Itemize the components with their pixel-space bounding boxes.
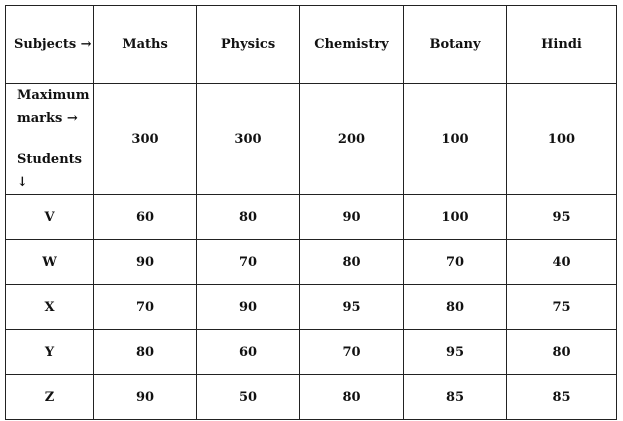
mark-cell: 70 bbox=[404, 240, 507, 285]
mark-cell: 60 bbox=[94, 195, 197, 240]
mark-cell: 90 bbox=[197, 285, 300, 330]
mark-cell: 50 bbox=[197, 375, 300, 420]
student-name: X bbox=[6, 285, 94, 330]
mark-cell: 90 bbox=[300, 195, 404, 240]
table-row bbox=[6, 330, 617, 375]
mark-cell: 60 bbox=[197, 330, 300, 375]
student-name: Y bbox=[6, 330, 94, 375]
table-row bbox=[6, 285, 617, 330]
mark-cell: 90 bbox=[94, 375, 197, 420]
mark-cell: 95 bbox=[507, 195, 617, 240]
mark-cell: 75 bbox=[507, 285, 617, 330]
mark-cell: 80 bbox=[404, 285, 507, 330]
mark-cell: 70 bbox=[94, 285, 197, 330]
table-row bbox=[6, 375, 617, 420]
mark-cell: 80 bbox=[197, 195, 300, 240]
mark-cell: 85 bbox=[404, 375, 507, 420]
mark-cell: 95 bbox=[300, 285, 404, 330]
maximum-marks-value: 100 bbox=[507, 84, 617, 195]
table-row bbox=[6, 195, 617, 240]
maximum-marks-row bbox=[6, 84, 617, 195]
mark-cell: 90 bbox=[94, 240, 197, 285]
mark-cell: 80 bbox=[94, 330, 197, 375]
mark-cell: 80 bbox=[300, 240, 404, 285]
mark-cell: 100 bbox=[404, 195, 507, 240]
mark-cell: 40 bbox=[507, 240, 617, 285]
mark-cell: 80 bbox=[507, 330, 617, 375]
table-row bbox=[6, 240, 617, 285]
mark-cell: 70 bbox=[197, 240, 300, 285]
mark-cell: 80 bbox=[300, 375, 404, 420]
subject-header: Hindi bbox=[507, 6, 617, 84]
mark-cell: 85 bbox=[507, 375, 617, 420]
mark-cell: 95 bbox=[404, 330, 507, 375]
subjects-header-row bbox=[6, 6, 617, 84]
subject-header: Botany bbox=[404, 6, 507, 84]
maximum-marks-value: 100 bbox=[404, 84, 507, 195]
marks-table bbox=[5, 5, 617, 420]
student-name: V bbox=[6, 195, 94, 240]
student-name: Z bbox=[6, 375, 94, 420]
maximum-marks-label-cell bbox=[6, 84, 94, 195]
mark-cell: 70 bbox=[300, 330, 404, 375]
maximum-marks-label: marks → bbox=[17, 111, 78, 126]
subject-header: Maths bbox=[94, 6, 197, 84]
maximum-marks-value: 300 bbox=[94, 84, 197, 195]
subjects-label: Subjects → bbox=[6, 6, 94, 84]
maximum-marks-value: 300 bbox=[197, 84, 300, 195]
students-label: Students ↓ bbox=[17, 152, 82, 190]
maximum-marks-value: 200 bbox=[300, 84, 404, 195]
student-name: W bbox=[6, 240, 94, 285]
subject-header: Chemistry bbox=[300, 6, 404, 84]
maximum-marks-label: Maximum bbox=[17, 88, 90, 103]
subject-header: Physics bbox=[197, 6, 300, 84]
